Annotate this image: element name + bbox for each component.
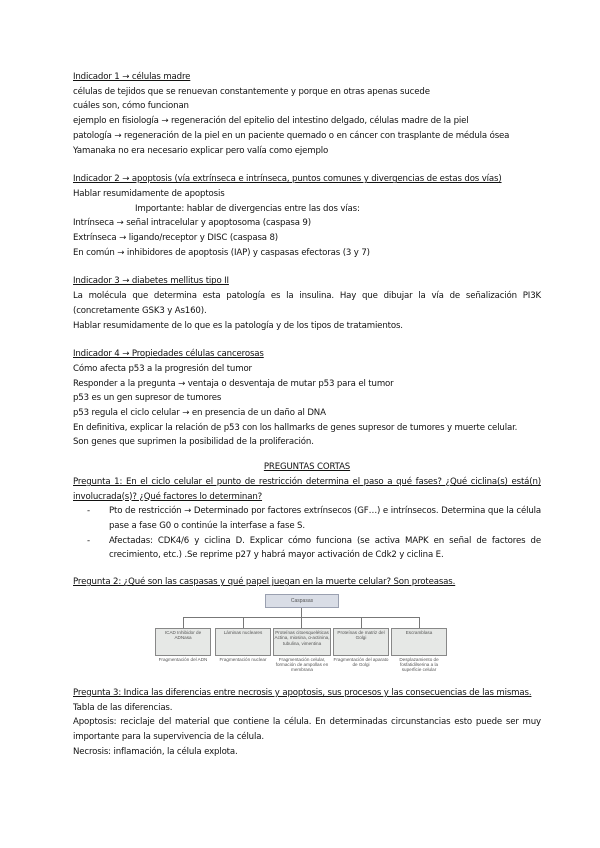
indicator-2-line: Extrínseca → ligando/receptor y DISC (caspasa 8) [73, 233, 279, 244]
bullet-marker: - [87, 535, 90, 546]
question-1-bullet [73, 504, 541, 533]
diagram-caption: Fragmentación celular, formación de ampollas en membrana [275, 656, 329, 673]
diagram-box: Escramblasa [391, 628, 447, 656]
diagram-connector [361, 617, 362, 628]
document-page [73, 70, 541, 759]
diagram-box: Láminas nucleares [215, 628, 271, 656]
indicator-4-line: p53 es un gen supresor de tumores [73, 393, 222, 404]
indicator-1-line: Yamanaka no era necesario explicar pero valía como ejemplo [73, 145, 329, 156]
indicator-1-line: cuáles son, cómo funcionan [73, 101, 189, 112]
question-3-line: Apoptosis: reciclaje del material que contiene la célula. En determinadas circunstancias esto puede ser muy importante para la supervivencia de la célula. [73, 717, 541, 742]
diagram-caption: Fragmentación del ADN [158, 656, 208, 662]
diagram-root-box: Caspasas [265, 594, 339, 608]
question-2: Pregunta 2: ¿Qué son las caspasas y qué papel juegan en la muerte celular? Son proteasas. [73, 577, 456, 588]
indicator-1-line: células de tejidos que se renuevan constantemente y porque en otras apenas sucede [73, 86, 430, 97]
bullet-marker: - [87, 506, 90, 517]
diagram-box: Proteínas citoesqueléticas Actina, miosina, α-actinina, tubulina, vimentina [273, 628, 331, 656]
indicator-4-line: Cómo afecta p53 a la progresión del tumor [73, 363, 252, 374]
indicator-2-line: Importante: hablar de divergencias entre las dos vías: [135, 203, 360, 214]
indicator-4-line: p53 regula el ciclo celular → en presencia de un daño al DNA [73, 408, 326, 419]
indicator-3-paragraph: La molécula que determina esta patología es la insulina. Hay que dibujar la vía de señalización PI3K (concretamente GSK3 y As160). [73, 291, 541, 316]
question-3: Pregunta 3: Indica las diferencias entre necrosis y apoptosis, sus procesos y las consecuencias de las mismas. [73, 687, 532, 698]
bullet-text: Afectadas: CDK4/6 y ciclina D. Explicar cómo funciona (se activa MAPK en señal de factores de crecimiento, etc.) .Se reprime p27 y habrá mayor activación de Cdk2 y ciclina E. [109, 535, 541, 561]
indicator-1-line: patología → regeneración de la piel en un paciente quemado o en cáncer con trasplante de médula ósea [73, 130, 510, 141]
diagram-box: ICAD Inhibidor de ADNasa [155, 628, 211, 656]
diagram-connector [243, 617, 244, 628]
indicator-4-line: Son genes que suprimen la posibilidad de la proliferación. [73, 437, 314, 448]
indicator-1-line: ejemplo en fisiología → regeneración del epitelio del intestino delgado, células madre de la piel [73, 116, 469, 127]
indicator-2-title: Indicador 2 → apoptosis (vía extrínseca e intrínseca, puntos comunes y divergencias de estas dos vías) [73, 174, 502, 185]
indicator-3-title: Indicador 3 → diabetes mellitus tipo II [73, 276, 229, 287]
indicator-4-line: En definitiva, explicar la relación de p53 con los hallmarks de genes supresor de tumores y muerte celular. [73, 422, 518, 433]
bullet-text: Pto de restricción → Determinado por factores extrínsecos (GF…) e intrínsecos. Determina que la célula pase a fase G0 o continúe la interfase a fase S. [109, 506, 541, 531]
diagram-connector [419, 617, 420, 628]
question-3-line: Necrosis: inflamación, la célula explota. [73, 746, 238, 757]
indicator-1-title: Indicador 1 → células madre [73, 72, 191, 82]
short-questions-heading: PREGUNTAS CORTAS [263, 462, 351, 473]
indicator-2-line: En común → inhibidores de apoptosis (IAP) y caspasas efectoras (3 y 7) [73, 247, 370, 258]
indicator-4-line: Responder a la pregunta → ventaja o desventaja de mutar p53 para el tumor [73, 378, 394, 389]
diagram-caption: Fragmentación del aparato de Golgi [333, 656, 389, 667]
diagram-caption: Desplazamiento de fosfatidilserina a la superficie celular [399, 656, 439, 673]
indicator-3-line: Hablar resumidamente de lo que es la patología y de los tipos de tratamientos. [73, 320, 403, 331]
diagram-connector [301, 608, 302, 617]
diagram-connector [183, 617, 184, 628]
indicator-2-line: Intrínseca → señal intracelular y apoptosoma (caspasa 9) [73, 218, 311, 229]
indicator-4-title: Indicador 4 → Propiedades células cancerosas [73, 349, 264, 360]
question-1: Pregunta 1: En el ciclo celular el punto de restricción determina el paso a qué fases? ¿Qué ciclina(s) está(n) involucrada(s)? ¿Qué factores lo determinan? [73, 476, 541, 502]
caspases-diagram [73, 594, 541, 676]
question-1-bullet [73, 534, 541, 563]
diagram-box: Proteínas de matriz del Golgi [333, 628, 389, 656]
indicator-2-line: Hablar resumidamente de apoptosis [73, 188, 225, 199]
question-3-line: Tabla de las diferencias. [73, 702, 173, 713]
diagram-connector [301, 617, 302, 628]
diagram-caption: Fragmentación nuclear [219, 656, 267, 662]
